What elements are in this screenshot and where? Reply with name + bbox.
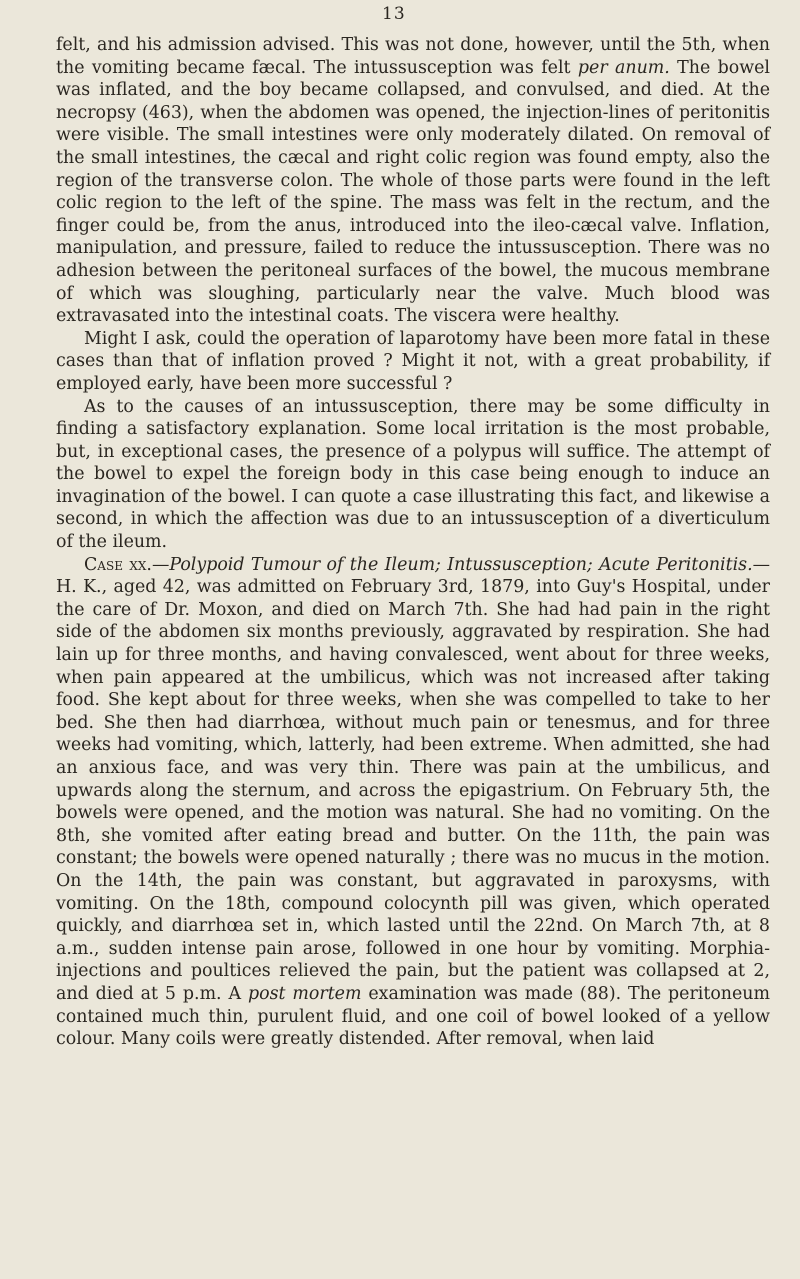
case-heading: Case xx. bbox=[84, 554, 152, 575]
paragraph-text: —H. K., aged 42, was admitted on February 3rd, 1879, into Guy's Hospital, under the care of Dr. Moxon, and died on March 7th. She had had pain in the right side of the abdomen six months previously, aggravated by respiration. She had lain up for three months, and having convalesced, went about for three weeks, when pain appeared at the umbilicus, which was not increased after taking food. She kept about for three weeks, when she was compelled to take to her bed. She then had diarrhœa, without much pain or tenesmus, and for three weeks had vomiting, which, latterly, had been extreme. When admitted, she had an anxious face, and was very thin. There was pain at the umbilicus, and upwards along the sternum, and across the epigastrium. On February 5th, the bowels were opened, and the motion was natural. She had no vomiting. On the 8th, she vomited after eating bread and butter. On the 11th, the pain was constant; the bowels were opened naturally ; there was no mucus in the motion. On the 14th, the pain was constant, but aggravated in paroxysms, with vomiting. On the 18th, compound colocynth pill was given, which operated quickly, and diarrhœa set in, which lasted until the 22nd. On March 7th, at 8 a.m., sudden intense pain arose, followed in one hour by vomiting. Morphia-injections and poultices relieved the pain, but the patient was collapsed at 2, and died at 5 p.m. A bbox=[56, 554, 770, 1004]
paragraph-case-xx bbox=[56, 554, 770, 1051]
paragraph-case-continuation bbox=[56, 34, 770, 328]
paragraph-text: felt, and his admission advised. This was not done, however, until the 5th, when the vomiting became fæcal. The intussusception was felt bbox=[56, 35, 770, 78]
page-number: 13 bbox=[382, 4, 406, 24]
case-title: Polypoid Tumour of the Ileum; Intussusception; Acute Peritonitis. bbox=[169, 554, 753, 575]
paragraph-text: examination was made (88). The peritoneum contained much thin, purulent fluid, and one coil of bowel looked of a yellow colour. Many coils were greatly distended. After removal, when laid bbox=[56, 983, 770, 1050]
paragraph-text: The bowel was inflated, and the boy became collapsed, and convulsed, and died. At the necropsy (463), when the abdomen was opened, the injection-lines of peritonitis were visible. The small intestines were only moderately dilated. On removal of the small intestines, the cæcal and right colic region was found empty, also the region of the transverse colon. The whole of those parts were found in the left colic region to the left of the spine. The mass was felt in the rectum, and the finger could be, from the anus, introduced into the ileo-cæcal valve. Inflation, manipulation, and pressure, failed to reduce the intussusception. There was no adhesion between the peritoneal surfaces of the bowel, the mucous membrane of which was sloughing, particularly near the valve. Much blood was extravasated into the intestinal coats. The viscera were healthy. bbox=[56, 57, 770, 327]
latin-phrase: per anum. bbox=[577, 57, 670, 78]
latin-phrase: post mortem bbox=[247, 983, 362, 1004]
paragraph-question: Might I ask, could the operation of laparotomy have been more fatal in these cases than that of inflation proved ? Might it not, with a great probability, if employed early, have been more successful ? bbox=[56, 328, 770, 394]
body-text bbox=[56, 34, 770, 1051]
case-dash: — bbox=[151, 554, 170, 575]
paragraph-causes: As to the causes of an intussusception, there may be some difficulty in finding a satisfactory explanation. Some local irritation is the most probable, but, in exceptional cases, the presence of a polypus will suffice. The attempt of the bowel to expel the foreign body in this case being enough to induce an invagination of the bowel. I can quote a case illustrating this fact, and likewise a second, in which the affection was due to an intussusception of a diverticulum of the ileum. bbox=[56, 396, 770, 553]
